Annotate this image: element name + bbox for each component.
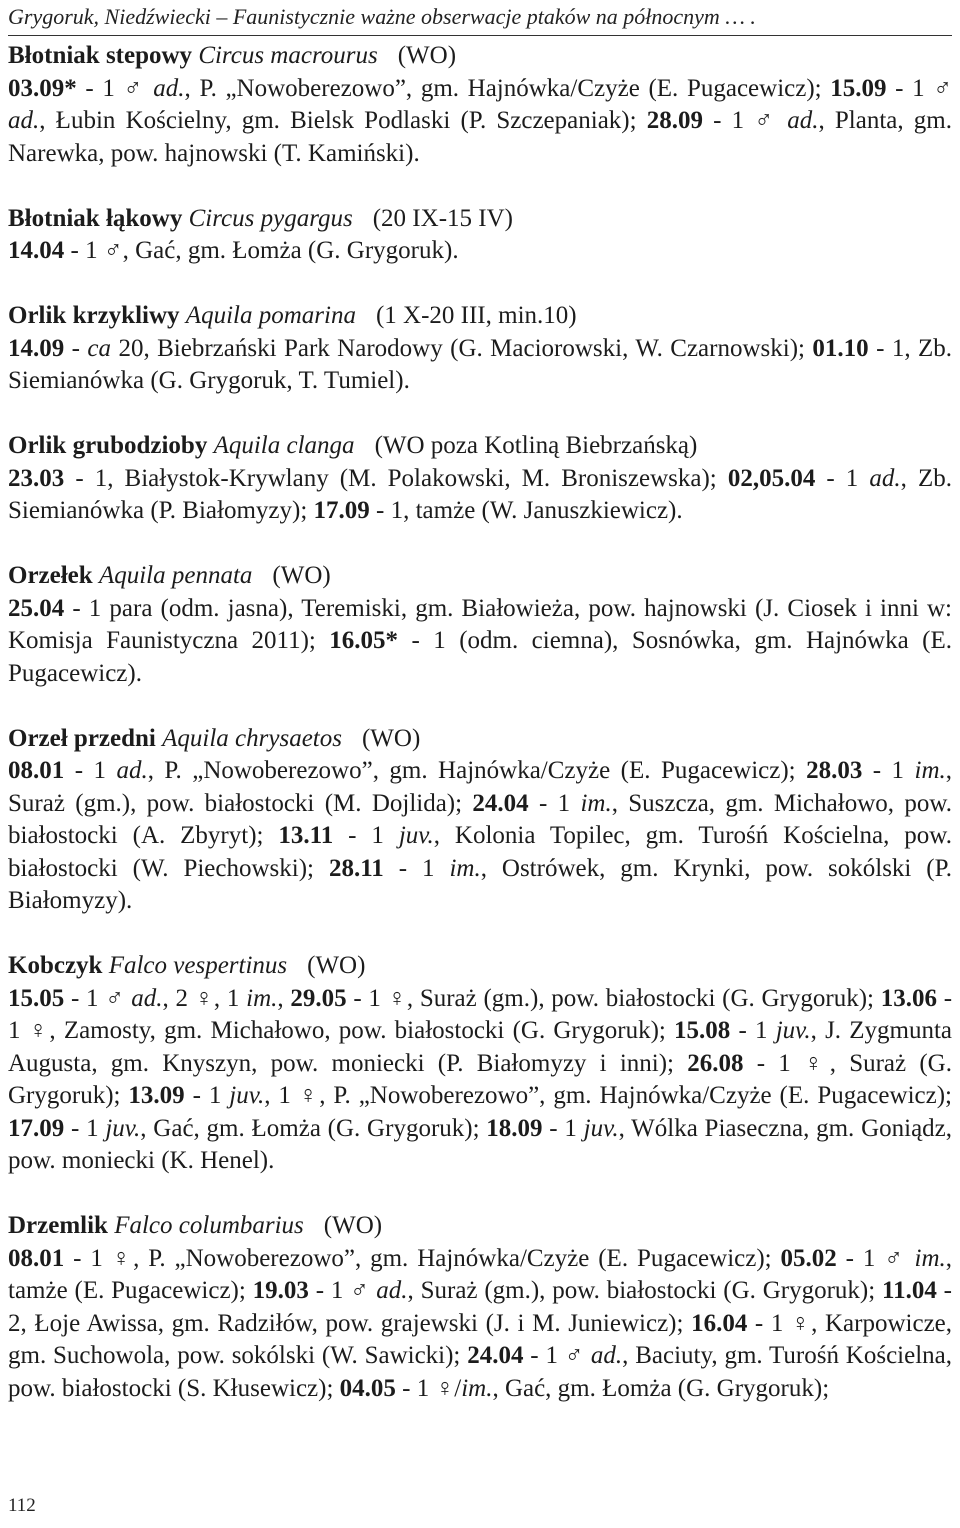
species-name-polish: Orlik grubodzioby (8, 432, 208, 459)
species-heading (8, 950, 952, 983)
species-name-polish: Orlik krzykliwy (8, 302, 180, 329)
species-heading (8, 300, 952, 333)
species-status: (WO) (307, 952, 366, 979)
observation-records: 08.01 - 1 ad., P. „Nowoberezowo”, gm. Hajnówka/Czyże (E. Pugacewicz); 28.03 - 1 im., Suraż (gm.), pow. białostocki (M. Dojlida); 24.04 - 1 im., Suszcza, gm. Michałowo, pow. białostocki (A. Zbyryt); 13.11 - 1 juv., Kolonia Topilec, gm. Turośń Kościelna, pow. białostocki (W. Piechowski); 28.11 - 1 im., Ostrówek, gm. Krynki, pow. sokólski (P. Białomyzy). (8, 757, 953, 914)
species-name-latin: Falco columbarius (114, 1212, 304, 1239)
species-status: (20 IX-15 IV) (372, 204, 513, 232)
species-name-polish: Błotniak stepowy (8, 42, 193, 69)
species-entry (8, 560, 952, 690)
species-entry (8, 300, 952, 398)
species-name-polish: Orzeł przedni (8, 724, 156, 752)
species-heading (8, 560, 952, 593)
species-heading (8, 430, 952, 463)
observation-records: 23.03 - 1, Białystok-Krywlany (M. Polakowski, M. Broniszewska); 02,05.04 - 1 ad., Zb. Siemianówka (P. Białomyzy); 17.09 - 1, tamże (W. Januszkiewicz). (8, 464, 952, 524)
species-heading (8, 723, 952, 756)
species-entry (8, 203, 952, 268)
species-name-latin: Circus macrourus (198, 42, 378, 69)
species-heading (8, 1210, 952, 1243)
species-status: (WO) (361, 724, 421, 752)
species-status: (WO) (272, 562, 331, 589)
species-name-polish: Błotniak łąkowy (8, 204, 183, 232)
species-name-latin: Aquila chrysaetos (162, 724, 342, 752)
species-entry (8, 1210, 952, 1405)
species-entry (8, 40, 952, 170)
species-entry (8, 430, 952, 528)
species-status: (WO) (397, 42, 457, 69)
species-status: (WO poza Kotliną Biebrzańską) (374, 432, 698, 459)
species-name-latin: Circus pygargus (188, 204, 353, 232)
observation-records: 25.04 - 1 para (odm. jasna), Teremiski, gm. Białowieża, pow. hajnowski (J. Ciosek i inni w: Komisja Faunistyczna 2011); 16.05* - 1 (odm. ciemna), Sosnówka, gm. Hajnówka (E. Pugacewicz). (8, 594, 952, 687)
species-entries (8, 40, 952, 1405)
observation-records: 14.09 - ca 20, Biebrzański Park Narodowy (G. Maciorowski, W. Czarnowski); 01.10 - 1, Zb. Siemianówka (G. Grygoruk, T. Tumiel). (8, 334, 953, 394)
species-status: (1 X-20 III, min.10) (375, 302, 577, 329)
observation-records: 03.09* - 1 ♂ ad., P. „Nowoberezowo”, gm. Hajnówka/Czyże (E. Pugacewicz); 15.09 - 1 ♂ ad., Łubin Kościelny, gm. Bielsk Podlaski (P. Szczepaniak); 28.09 - 1 ♂ ad., Planta, gm. Narewka, pow. hajnowski (T. Kamiński). (8, 74, 953, 167)
species-name-polish: Orzełek (8, 562, 93, 589)
species-name-polish: Kobczyk (8, 952, 103, 979)
species-name-latin: Falco vespertinus (108, 952, 288, 979)
species-name-polish: Drzemlik (8, 1212, 108, 1239)
species-name-latin: Aquila pennata (98, 562, 253, 589)
species-name-latin: Aquila clanga (213, 432, 355, 459)
species-entry (8, 723, 952, 918)
species-heading (8, 40, 952, 73)
running-head: Grygoruk, Niedźwiecki – Faunistycznie ważne obserwacje ptaków na północnym … . (8, 4, 756, 29)
page-number: 112 (8, 1495, 36, 1516)
header-rule (8, 35, 952, 36)
species-heading (8, 203, 952, 236)
observation-records: 14.04 - 1 ♂, Gać, gm. Łomża (G. Grygoruk). (8, 237, 459, 264)
observation-records: 15.05 - 1 ♂ ad., 2 ♀, 1 im., 29.05 - 1 ♀, Suraż (gm.), pow. białostocki (G. Grygoruk); 13.06 - 1 ♀, Zamosty, gm. Michałowo, pow. białostocki (G. Grygoruk); 15.08 - 1 juv., J. Zygmunta Augusta, gm. Knyszyn, pow. moniecki (P. Białomyzy i inni); 26.08 - 1 ♀, Suraż (G. Grygoruk); 13.09 - 1 juv., 1 ♀, P. „Nowoberezowo”, gm. Hajnówka/Czyże (E. Pugacewicz); 17.09 - 1 juv., Gać, gm. Łomża (G. Grygoruk); 18.09 - 1 juv., Wólka Piaseczna, gm. Goniądz, pow. moniecki (K. Henel). (8, 984, 953, 1174)
observation-records: 08.01 - 1 ♀, P. „Nowoberezowo”, gm. Hajnówka/Czyże (E. Pugacewicz); 05.02 - 1 ♂ im., tamże (E. Pugacewicz); 19.03 - 1 ♂ ad., Suraż (gm.), pow. białostocki (G. Grygoruk); 11.04 - 2, Łoje Awissa, gm. Radziłów, pow. grajewski (J. i M. Juniewicz); 16.04 - 1 ♀, Karpowicze, gm. Suchowola, pow. sokólski (W. Sawicki); 24.04 - 1 ♂ ad., Baciuty, gm. Turośń Kościelna, pow. białostocki (S. Kłusewicz); 04.05 - 1 ♀/im., Gać, gm. Łomża (G. Grygoruk); (8, 1244, 953, 1402)
species-name-latin: Aquila pomarina (185, 302, 356, 329)
species-status: (WO) (323, 1212, 383, 1239)
species-entry (8, 950, 952, 1178)
document-page (8, 0, 952, 1405)
